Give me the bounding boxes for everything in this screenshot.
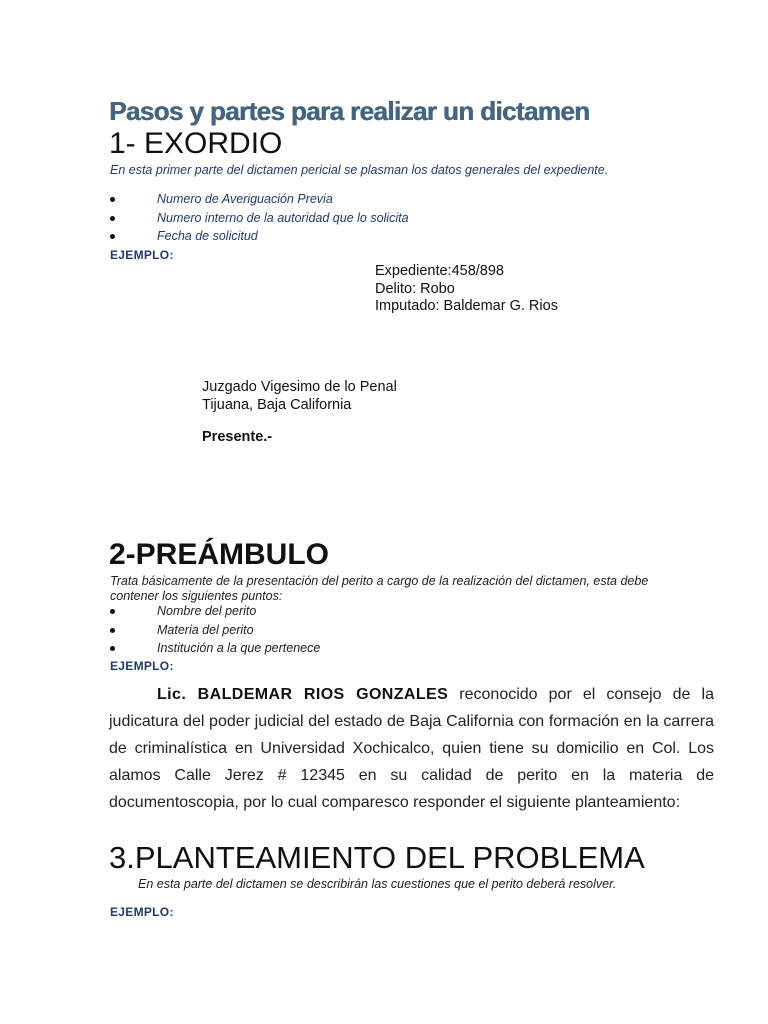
bullet-list-exordio <box>110 190 510 246</box>
list-item: Institución a la que pertenece <box>110 639 510 658</box>
delito-line: Delito: Robo <box>375 280 455 297</box>
section-intro-exordio: En esta primer parte del dictamen pericial se plasman los datos generales del expediente. <box>110 163 609 177</box>
bullet-list-preambulo <box>110 602 510 658</box>
section-heading-exordio: 1- EXORDIO <box>109 127 283 160</box>
paragraph-text: reconocido por el consejo de la judicatura del poder judicial del estado de Baja California con formación en la carrera de criminalística en Universidad Xochicalco, quien tiene su domicilio en Col. Los alamos Calle Jerez # 12345 en su calidad de perito en la materia de documentoscopia, por lo cual comparesco responder el siguiente planteamiento: <box>109 686 714 811</box>
imputado-line: Imputado: Baldemar G. Rios <box>375 298 558 314</box>
bullet-icon <box>110 628 115 633</box>
presente-line: Presente.- <box>202 429 273 445</box>
bullet-icon <box>110 197 115 202</box>
list-item: Nombre del perito <box>110 602 510 621</box>
section-heading-preambulo: 2-PREÁMBULO <box>109 538 330 571</box>
example-addressee <box>202 379 397 414</box>
section-heading-planteamiento: 3.PLANTEAMIENTO DEL PROBLEMA <box>109 840 645 875</box>
section-intro-planteamiento: En esta parte del dictamen se describirán las cuestiones que el perito deberá resolver. <box>138 877 617 891</box>
bullet-icon <box>110 234 115 239</box>
document-title: Pasos y partes para realizar un dictamen <box>109 96 590 126</box>
example-case-header <box>375 263 558 316</box>
example-label: EJEMPLO: <box>110 905 174 919</box>
section-intro-preambulo: Trata básicamente de la presentación del perito a cargo de la realización del dictamen, esta debe contener los siguientes puntos: <box>110 574 649 603</box>
bullet-icon <box>110 646 115 651</box>
perito-name: Lic. BALDEMAR RIOS GONZALES <box>157 686 449 703</box>
expediente-line: Expediente:458/898 <box>375 263 504 279</box>
juzgado-line: Juzgado Vigesimo de lo Penal <box>202 379 397 395</box>
example-label: EJEMPLO: <box>110 248 174 262</box>
example-label: EJEMPLO: <box>110 659 174 673</box>
list-item: Numero interno de la autoridad que lo solicita <box>110 209 510 228</box>
bullet-icon <box>110 609 115 614</box>
example-paragraph <box>109 681 714 816</box>
list-item: Materia del perito <box>110 621 510 640</box>
list-item: Numero de Averiguación Previa <box>110 190 510 209</box>
list-item: Fecha de solicitud <box>110 227 510 246</box>
bullet-icon <box>110 216 115 221</box>
city-line: Tijuana, Baja California <box>202 396 352 413</box>
